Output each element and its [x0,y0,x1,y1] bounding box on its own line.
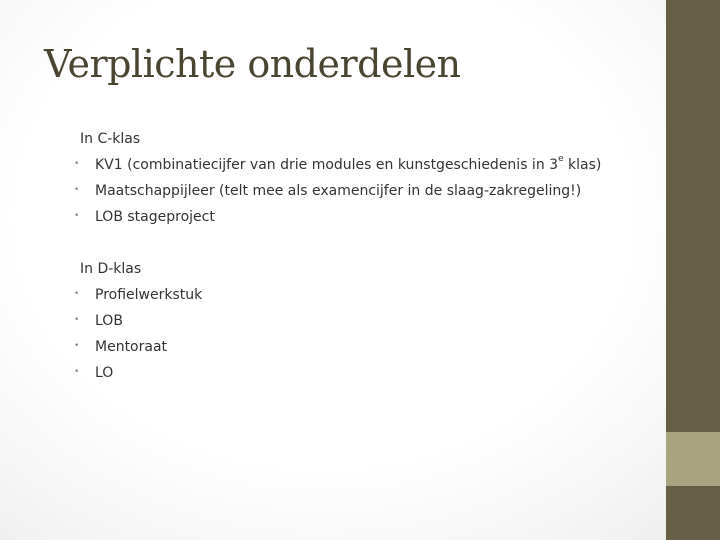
superscript: e [558,154,564,165]
list-item [74,313,123,329]
list-item [74,183,581,199]
section-heading-d-klas: In D-klas [80,261,142,277]
list-item-text: LOB stageproject [95,209,215,225]
sidebar-accent-block [666,432,720,486]
list-item [74,287,202,303]
list-item [74,209,215,225]
list-item [74,365,113,381]
bullet-icon: • [74,367,80,377]
bullet-icon: • [74,211,80,221]
list-item-text: LO [95,365,114,381]
bullet-icon: • [74,341,80,351]
list-item-text: Mentoraat [95,339,168,355]
section-heading-c-klas: In C-klas [80,131,141,147]
list-item-text: Maatschappijleer (telt mee als examencijfer in de slaag-zakregeling!) [95,183,582,199]
bullet-icon: • [74,289,80,299]
list-item-text: LOB [95,313,123,329]
bullet-icon: • [74,159,80,169]
bullet-icon: • [74,315,80,325]
bullet-icon: • [74,185,80,195]
list-item-text-end: klas) [563,157,602,173]
list-item-text: Profielwerkstuk [95,287,203,303]
list-item-text: KV1 (combinatiecijfer van drie modules en kunstgeschiedenis in 3 [95,157,559,173]
list-item [74,339,167,355]
slide-title: Verplichte onderdelen [44,42,461,86]
list-item [74,154,602,173]
